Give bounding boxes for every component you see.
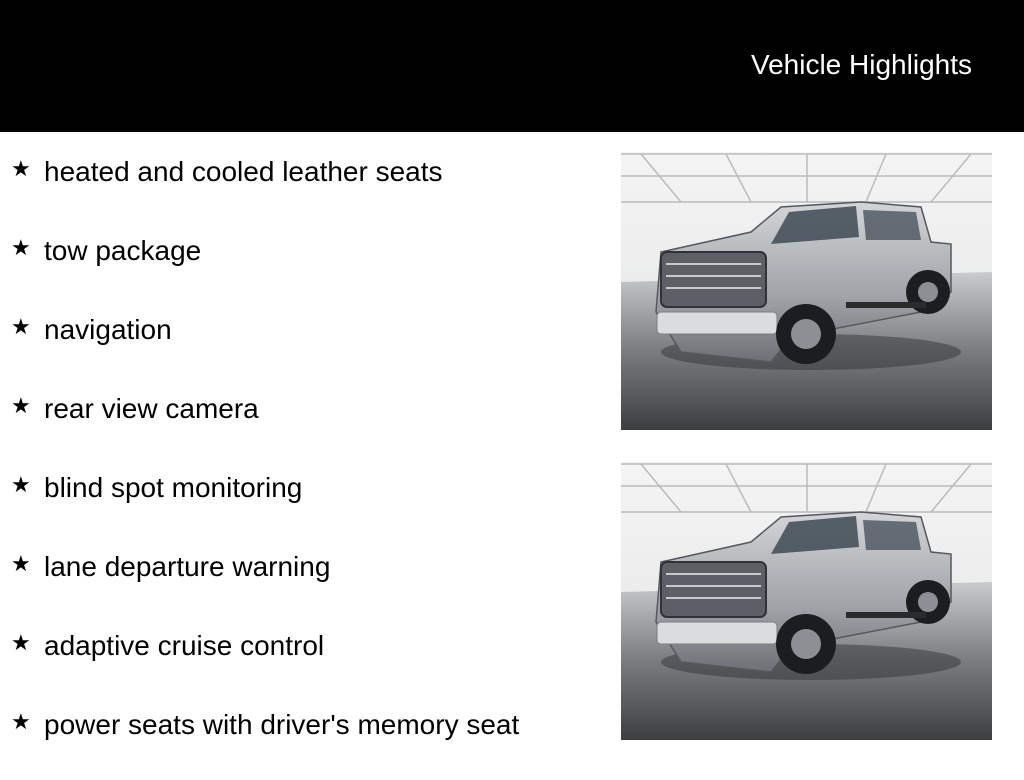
feature-item xyxy=(0,227,600,306)
feature-item xyxy=(0,543,600,622)
feature-label: heated and cooled leather seats xyxy=(44,156,443,187)
feature-item xyxy=(0,622,600,701)
star-icon: ★ xyxy=(11,394,31,419)
page-title: Vehicle Highlights xyxy=(750,49,972,80)
vehicle-photo xyxy=(621,462,992,740)
star-icon: ★ xyxy=(11,315,31,340)
feature-item xyxy=(0,306,600,385)
feature-item xyxy=(0,385,600,464)
feature-item xyxy=(0,701,600,780)
star-icon: ★ xyxy=(11,710,31,735)
feature-label: adaptive cruise control xyxy=(44,630,325,661)
feature-label: tow package xyxy=(44,235,202,266)
truck-image xyxy=(621,462,992,740)
header-banner xyxy=(0,0,1024,132)
feature-label: power seats with driver's memory seat xyxy=(44,709,520,740)
feature-list xyxy=(0,148,600,780)
star-icon: ★ xyxy=(11,631,31,656)
star-icon: ★ xyxy=(11,552,31,577)
truck-image xyxy=(621,152,992,430)
feature-label: blind spot monitoring xyxy=(44,472,303,503)
feature-label: navigation xyxy=(44,314,172,345)
feature-label: lane departure warning xyxy=(44,551,331,582)
star-icon: ★ xyxy=(11,157,31,182)
vehicle-photo xyxy=(621,152,992,430)
feature-item xyxy=(0,148,600,227)
feature-item xyxy=(0,464,600,543)
star-icon: ★ xyxy=(11,236,31,261)
star-icon: ★ xyxy=(11,473,31,498)
feature-label: rear view camera xyxy=(44,393,259,424)
